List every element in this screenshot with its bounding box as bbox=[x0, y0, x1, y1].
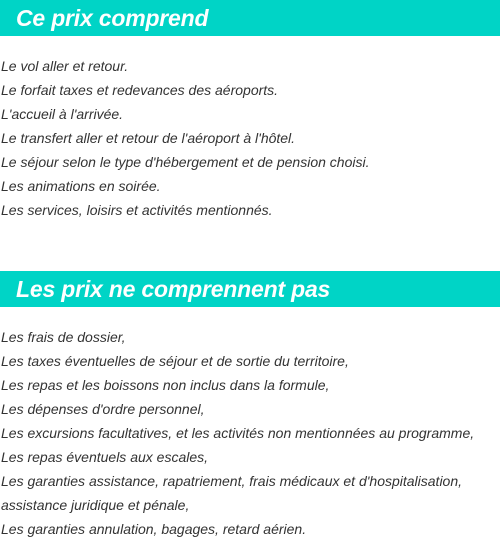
list-item: Les excursions facultatives, et les activités non mentionnées au programme, bbox=[1, 425, 475, 441]
included-section-title: Ce prix comprend bbox=[16, 4, 209, 31]
list-item: L'accueil à l'arrivée. bbox=[1, 106, 124, 122]
list-item: Le forfait taxes et redevances des aéroports. bbox=[1, 82, 279, 98]
list-item: Le vol aller et retour. bbox=[1, 58, 129, 74]
list-item: Les animations en soirée. bbox=[1, 178, 161, 194]
list-item: Le séjour selon le type d'hébergement et de pension choisi. bbox=[1, 154, 370, 170]
list-item: Les frais de dossier, bbox=[1, 329, 126, 345]
list-item: Les services, loisirs et activités mentionnés. bbox=[1, 202, 273, 218]
list-item: Les dépenses d'ordre personnel, bbox=[1, 401, 205, 417]
excluded-section-title: Les prix ne comprennent pas bbox=[16, 275, 331, 302]
list-item: Les garanties assistance, rapatriement, frais médicaux et d'hospitalisation, bbox=[1, 473, 463, 489]
list-item: Le transfert aller et retour de l'aéroport à l'hôtel. bbox=[1, 130, 296, 146]
list-item: Les repas éventuels aux escales, bbox=[1, 449, 209, 465]
list-item: assistance juridique et pénale, bbox=[1, 497, 190, 513]
list-item: Les garanties annulation, bagages, retard aérien. bbox=[1, 521, 307, 537]
included-section-header bbox=[0, 0, 500, 36]
excluded-section-header bbox=[0, 271, 500, 307]
included-items-list bbox=[1, 54, 498, 222]
list-item: Les taxes éventuelles de séjour et de sortie du territoire, bbox=[1, 353, 349, 369]
list-item: Les repas et les boissons non inclus dans la formule, bbox=[1, 377, 330, 393]
excluded-items-list bbox=[1, 325, 498, 541]
